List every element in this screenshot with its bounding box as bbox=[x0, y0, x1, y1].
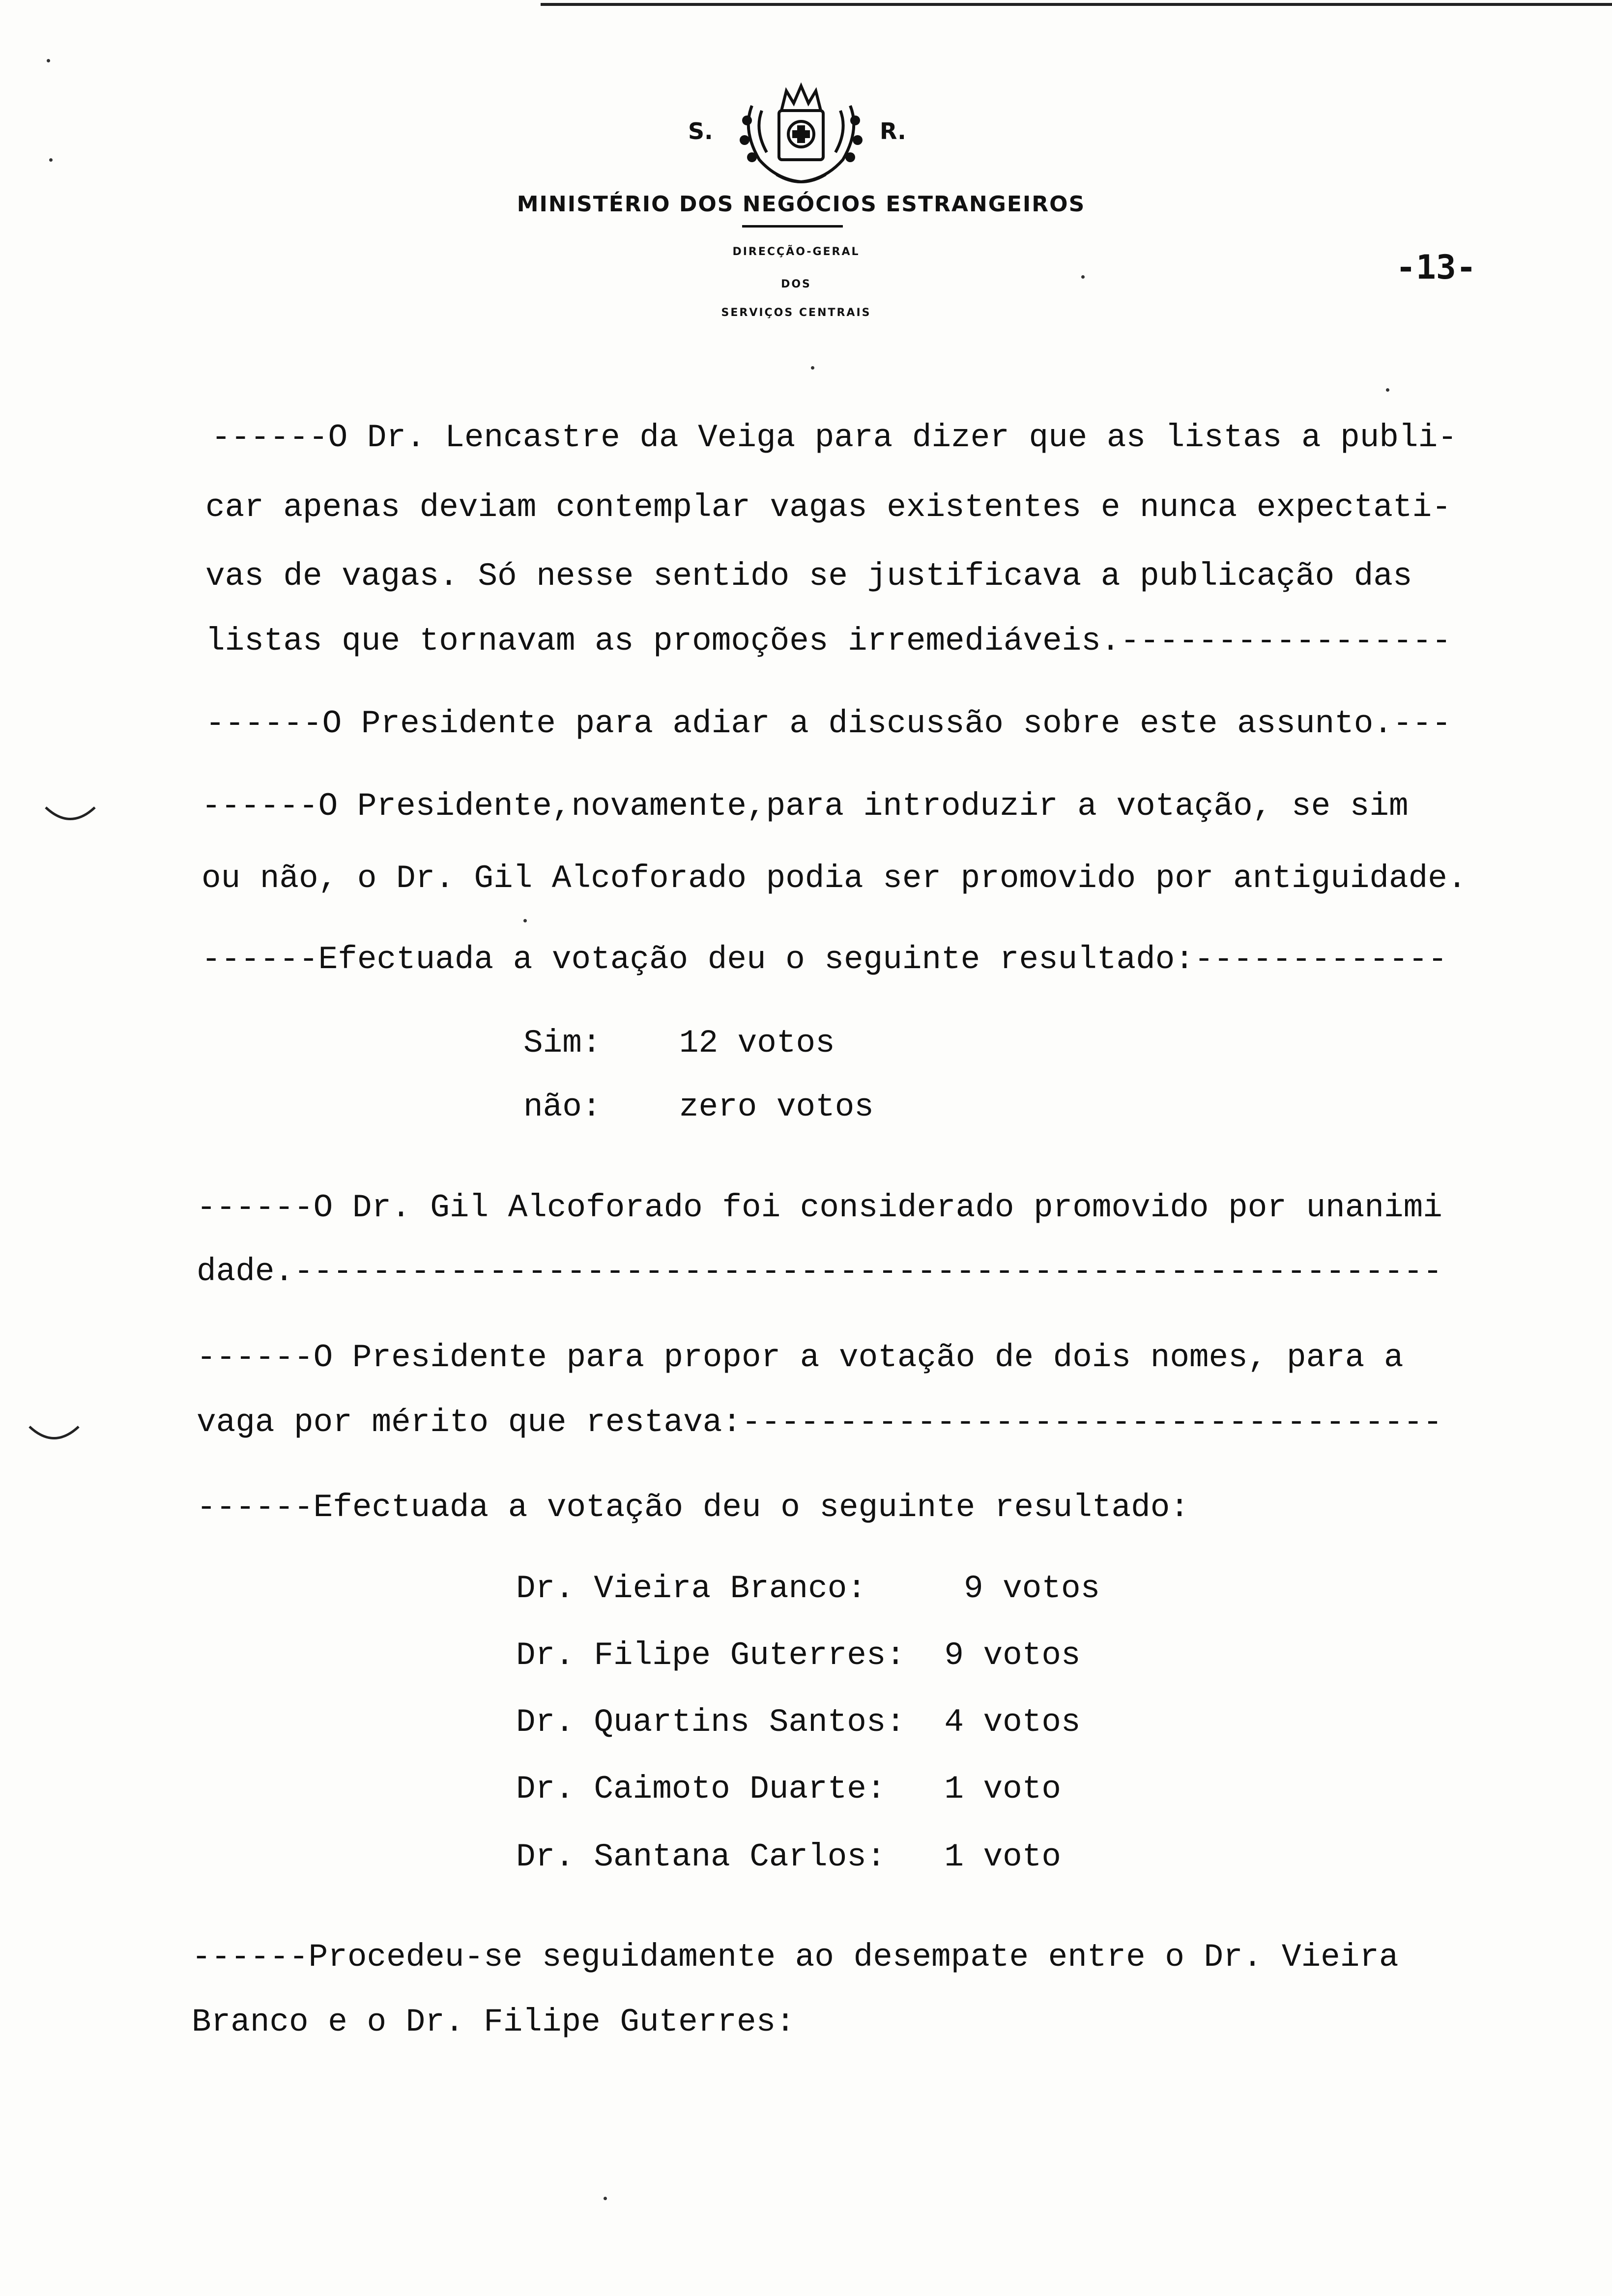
vote-result-yes: Sim: 12 votos bbox=[523, 1025, 835, 1062]
scan-speck bbox=[604, 2197, 607, 2200]
candidate-vote-5: Dr. Santana Carlos: 1 voto bbox=[516, 1838, 1061, 1875]
text-line-7: ou não, o Dr. Gil Alcoforado podia ser promovido por antiguidade. bbox=[202, 860, 1467, 897]
text-line-3: vas de vagas. Só nesse sentido se justificava a publicação das bbox=[205, 558, 1412, 595]
text-line-12: dade.----------------------------------------------------------- bbox=[197, 1253, 1442, 1290]
coat-of-arms-icon bbox=[732, 76, 870, 189]
candidate-vote-2: Dr. Filipe Guterres: 9 votos bbox=[516, 1637, 1081, 1674]
text-line-15: ------Efectuada a votação deu o seguinte resultado: bbox=[197, 1489, 1189, 1526]
text-line-4: listas que tornavam as promoções irremediáveis.----------------- bbox=[205, 623, 1451, 660]
text-line-8: ------Efectuada a votação deu o seguinte resultado:------------- bbox=[202, 941, 1447, 978]
directorate-line-3: SERVIÇOS CENTRAIS bbox=[721, 307, 871, 319]
text-line-2: car apenas deviam contemplar vagas existentes e nunca expectati- bbox=[205, 489, 1451, 526]
text-line-11: ------O Dr. Gil Alcoforado foi considerado promovido por unanimi bbox=[197, 1189, 1442, 1226]
vote-result-no: não: zero votos bbox=[523, 1089, 874, 1125]
punch-hole-mark-lower bbox=[27, 1423, 81, 1447]
text-line-1: ------O Dr. Lencastre da Veiga para dizer que as listas a publi- bbox=[211, 419, 1457, 456]
scan-speck bbox=[811, 366, 814, 370]
text-line-22: Branco e o Dr. Filipe Guterres: bbox=[192, 2004, 795, 2040]
candidate-vote-1: Dr. Vieira Branco: 9 votos bbox=[516, 1570, 1100, 1607]
ministry-underline bbox=[742, 225, 843, 228]
scan-speck bbox=[1081, 275, 1085, 279]
text-line-13: ------O Presidente para propor a votação de dois nomes, para a bbox=[197, 1339, 1404, 1376]
candidate-vote-3: Dr. Quartins Santos: 4 votos bbox=[516, 1704, 1081, 1741]
scan-speck bbox=[47, 59, 50, 62]
text-line-14: vaga por mérito que restava:------------------------------------ bbox=[197, 1404, 1442, 1441]
text-line-5: ------O Presidente para adiar a discussão sobre este assunto.--- bbox=[205, 705, 1451, 742]
text-line-6: ------O Presidente,novamente,para introduzir a votação, se sim bbox=[202, 788, 1409, 825]
letterhead-left-mark: S. bbox=[688, 118, 713, 144]
text-line-21: ------Procedeu-se seguidamente ao desempate entre o Dr. Vieira bbox=[192, 1939, 1399, 1976]
scan-speck bbox=[49, 158, 53, 162]
top-edge-line bbox=[541, 3, 1612, 6]
directorate-line-2: DOS bbox=[781, 278, 811, 290]
scan-speck bbox=[523, 919, 527, 922]
ministry-name: MINISTÉRIO DOS NEGÓCIOS ESTRANGEIROS bbox=[517, 192, 1086, 217]
scan-speck bbox=[1386, 388, 1389, 392]
page-number: -13- bbox=[1396, 248, 1476, 287]
punch-hole-mark-upper bbox=[43, 804, 97, 828]
candidate-vote-4: Dr. Caimoto Duarte: 1 voto bbox=[516, 1771, 1061, 1808]
directorate-line-1: DIRECÇÃO-GERAL bbox=[732, 246, 860, 258]
letterhead-right-mark: R. bbox=[880, 118, 906, 144]
